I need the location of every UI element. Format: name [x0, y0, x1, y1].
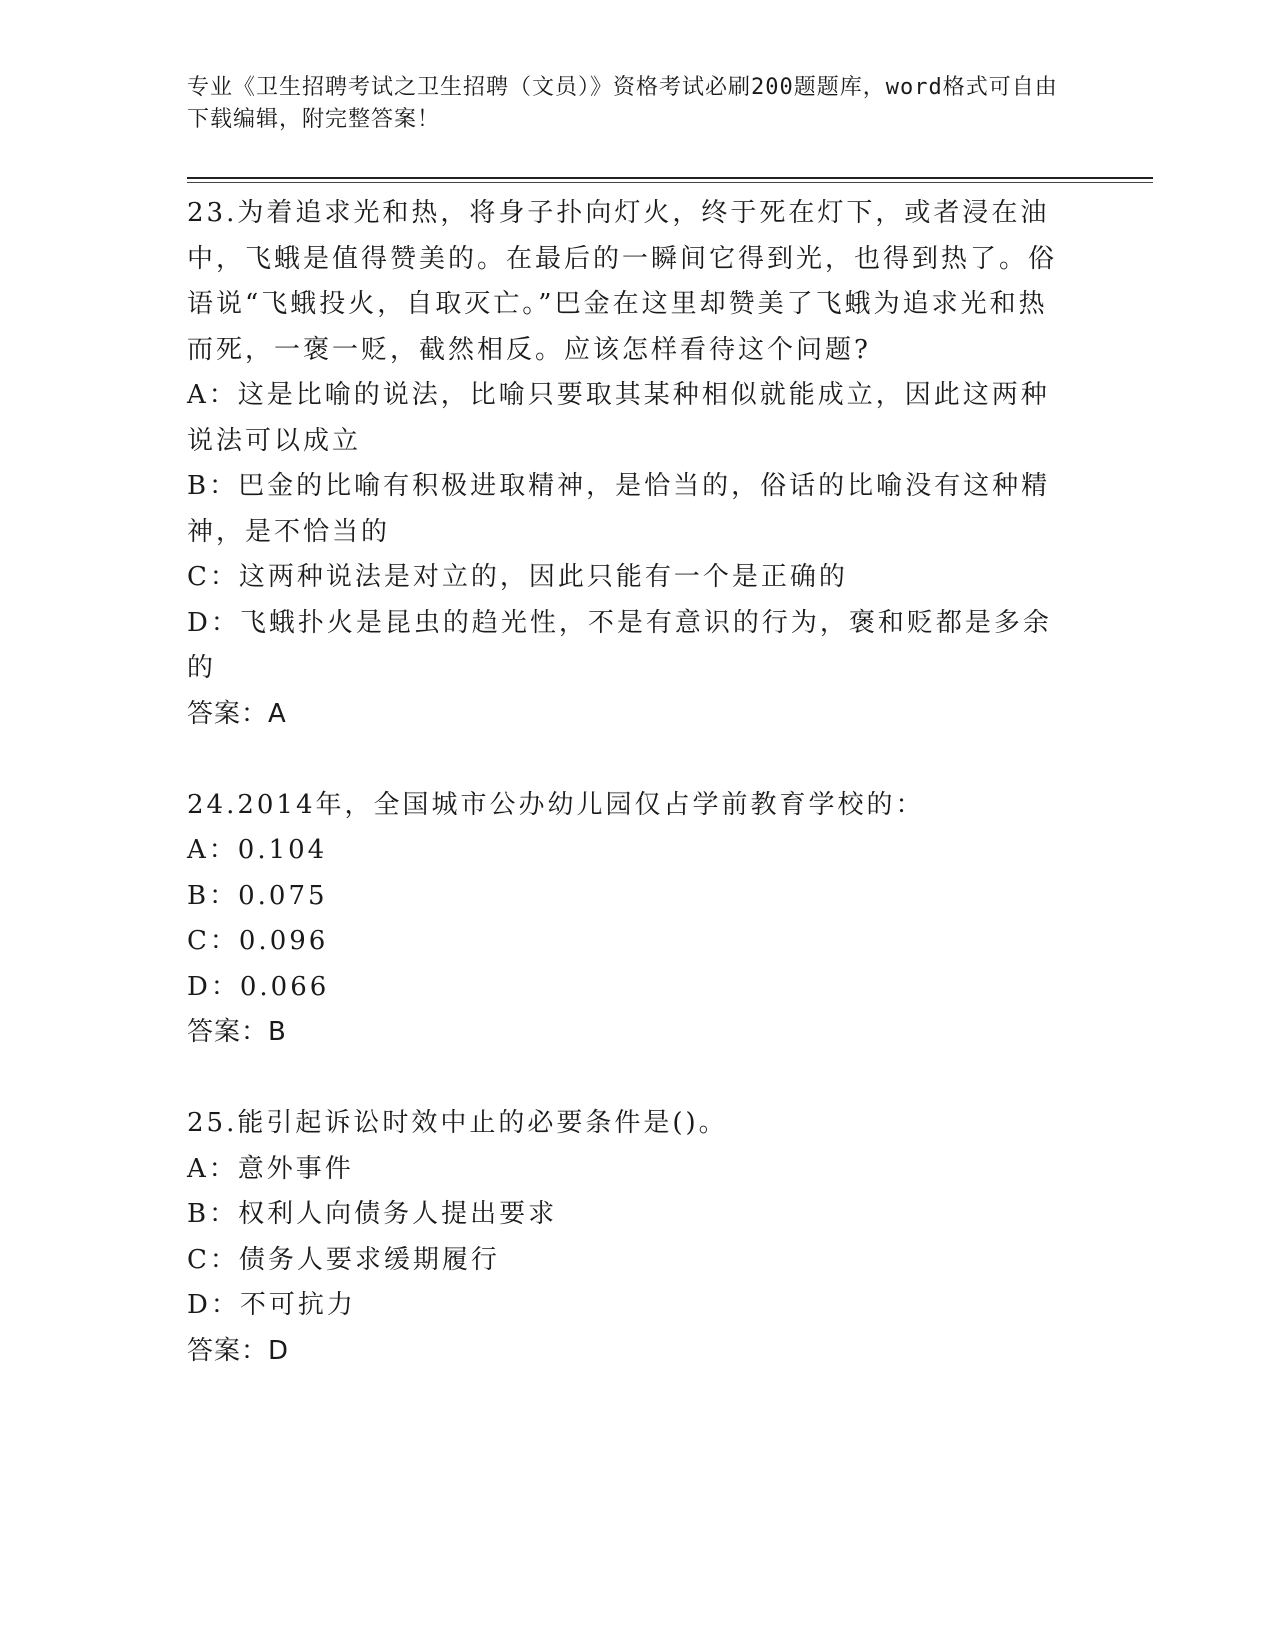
question-stem: 23.为着追求光和热，将身子扑向灯火，终于死在灯下，或者浸在油中，飞蛾是值得赞美的。在最后的一瞬间它得到光，也得到热了。俗语说“飞蛾投火，自取灭亡。”巴金在这里却赞美了飞蛾为追求光和热而死，一褒一贬，截然相反。应该怎样看待这个问题? [187, 198, 1058, 365]
document-header: 专业《卫生招聘考试之卫生招聘（文员）》资格考试必刷200题题库，word格式可自由下载编辑，附完整答案！ [187, 75, 1058, 132]
answer-line: 答案：D [187, 1335, 290, 1366]
question-25 [187, 1101, 1067, 1374]
option-a: A：0.104 [187, 835, 328, 865]
header-divider-thick [187, 177, 1153, 179]
option-d: D：0.066 [187, 971, 330, 1002]
option-c: C：这两种说法是对立的，因此只能有一个是正确的 [187, 562, 848, 592]
option-b: B：权利人向债务人提出要求 [187, 1199, 558, 1229]
option-a: A：这是比喻的说法，比喻只要取其某种相似就能成立，因此这两种说法可以成立 [187, 380, 1050, 456]
question-list [187, 191, 1067, 1374]
option-b: B：巴金的比喻有积极进取精神，是恰当的，俗话的比喻没有这种精神，是不恰当的 [187, 471, 1051, 547]
question-spacer [187, 1056, 1067, 1102]
question-23 [187, 191, 1067, 737]
header-divider-thin [187, 182, 1153, 183]
question-stem: 24.2014年，全国城市公办幼儿园仅占学前教育学校的： [187, 789, 925, 820]
answer-line: 答案：A [187, 698, 287, 729]
option-d: D：不可抗力 [187, 1290, 356, 1320]
question-spacer [187, 737, 1067, 783]
question-stem: 25.能引起诉讼时效中止的必要条件是()。 [187, 1108, 728, 1138]
option-d: D：飞蛾扑火是昆虫的趋光性，不是有意识的行为，褒和贬都是多余的 [187, 607, 1052, 683]
option-c: C：0.096 [187, 926, 329, 956]
question-24 [187, 783, 1067, 1056]
option-b: B：0.075 [187, 880, 328, 911]
answer-line: 答案：B [187, 1017, 287, 1047]
option-c: C：债务人要求缓期履行 [187, 1244, 500, 1275]
option-a: A：意外事件 [187, 1153, 354, 1184]
